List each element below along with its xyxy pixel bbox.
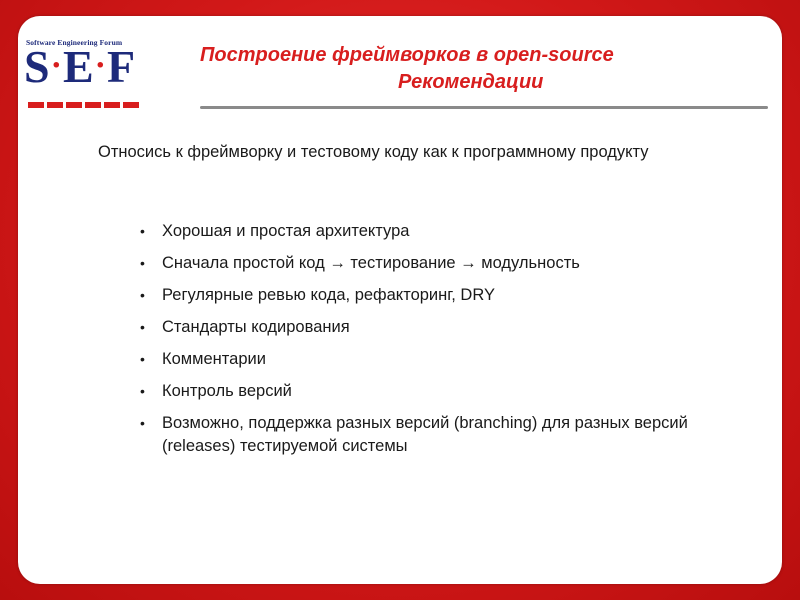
bullet-marker: • <box>140 319 145 335</box>
bullet-marker: • <box>140 415 145 431</box>
bullet-item <box>140 316 750 339</box>
bullet-text: Хорошая и простая архитектура <box>162 222 410 240</box>
logo-letter-f: F <box>106 41 136 92</box>
sef-logo <box>26 38 136 110</box>
bullet-item <box>140 412 750 458</box>
logo-letter-s: S <box>24 41 50 92</box>
logo-bar <box>85 102 101 108</box>
title-line-2: Рекомендации <box>398 71 544 93</box>
intro-text: Относись к фреймворку и тестовому коду как к программному продукту <box>98 143 649 161</box>
bullet-item <box>140 252 750 275</box>
slide <box>18 16 782 584</box>
bullet-item <box>140 220 750 243</box>
bullet-text: Комментарии <box>162 350 266 368</box>
logo-bar <box>28 102 44 108</box>
bullet-marker: • <box>140 351 145 367</box>
logo-caption: Software Engineering Forum <box>26 38 123 47</box>
title-divider <box>200 106 768 109</box>
logo-bar <box>104 102 120 108</box>
bullet-item <box>140 348 750 371</box>
bullet-marker: • <box>140 287 145 303</box>
logo-bar <box>66 102 82 108</box>
bullet-text: Возможно, поддержка разных версий (branching) для разных версий (releases) тестируемой системы <box>162 414 688 455</box>
bullet-marker: • <box>140 383 145 399</box>
logo-bar <box>123 102 139 108</box>
logo-dot: · <box>50 47 62 84</box>
bullet-text: Стандарты кодирования <box>162 318 350 336</box>
bullet-list <box>140 220 750 467</box>
title-line-1: Построение фреймворков в open-source <box>200 44 614 66</box>
bullet-marker: • <box>140 255 145 271</box>
bullet-marker: • <box>140 223 145 239</box>
bullet-text: Регулярные ревью кода, рефакторинг, DRY <box>162 286 495 304</box>
logo-bar <box>47 102 63 108</box>
bullet-item <box>140 380 750 403</box>
slide-title <box>200 42 760 96</box>
logo-bars <box>28 102 139 108</box>
bullet-text: Контроль версий <box>162 382 292 400</box>
logo-dot: · <box>94 47 106 84</box>
bullet-item <box>140 284 750 307</box>
logo-letter-e: E <box>62 41 94 92</box>
bullet-text: Сначала простой код → тестирование → модульность <box>162 254 580 272</box>
